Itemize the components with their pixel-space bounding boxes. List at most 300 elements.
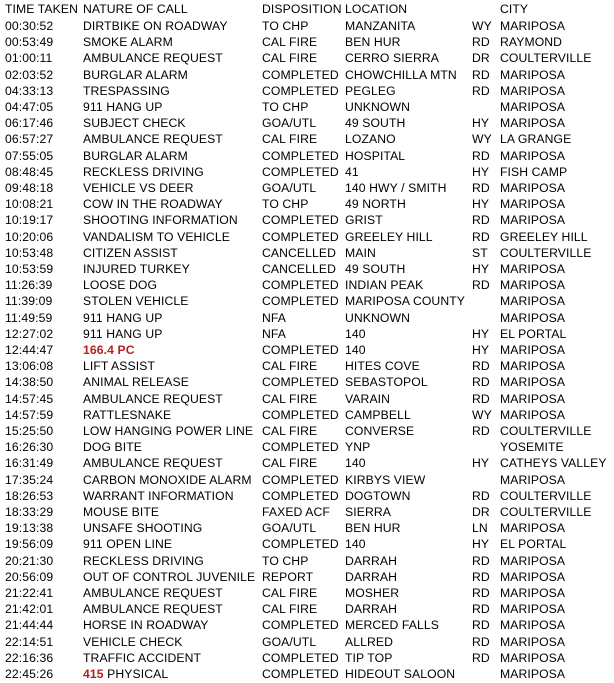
table-row xyxy=(0,67,614,83)
cell-street-suffix: HY xyxy=(472,456,490,471)
cell-nature xyxy=(83,261,190,277)
cell-disposition: COMPLETED xyxy=(262,488,339,503)
table-row xyxy=(0,358,614,374)
cell-city: MARIPOSA xyxy=(500,67,566,82)
cell-disposition: GOA/UTL xyxy=(262,116,317,131)
cell-disposition: CAL FIRE xyxy=(262,424,318,438)
cell-city: MARIPOSA xyxy=(500,83,566,98)
cell-disposition: COMPLETED xyxy=(262,667,339,681)
cell-street-suffix: RD xyxy=(472,35,490,50)
cell-city: MARIPOSA xyxy=(500,667,566,681)
cell-nature xyxy=(83,67,188,83)
cell-location: MARIPOSA COUNTY xyxy=(345,294,466,309)
nature-text: 911 HANG UP xyxy=(83,310,163,325)
cell-disposition: COMPLETED xyxy=(262,472,339,487)
cell-time: 19:56:09 xyxy=(5,537,54,552)
nature-text: MOUSE BITE xyxy=(83,505,160,519)
cell-location: CERRO SIERRA xyxy=(345,51,439,66)
cell-street-suffix: RD xyxy=(472,229,490,244)
cell-time: 10:19:17 xyxy=(5,213,54,228)
cell-city: MARIPOSA xyxy=(500,375,566,390)
table-row xyxy=(0,472,614,488)
cell-nature xyxy=(83,569,255,585)
cell-disposition: COMPLETED xyxy=(262,164,339,179)
cell-location: KIRBYS VIEW xyxy=(345,472,426,487)
cell-location: GREELEY HILL xyxy=(345,229,433,244)
table-row xyxy=(0,164,614,180)
cell-city: EL PORTAL xyxy=(500,537,567,552)
cell-street-suffix: RD xyxy=(472,634,490,649)
table-row xyxy=(0,180,614,196)
cell-location: HITES COVE xyxy=(345,359,420,374)
cell-street-suffix: RD xyxy=(472,586,490,600)
cell-disposition: COMPLETED xyxy=(262,148,339,163)
table-row xyxy=(0,115,614,131)
cell-disposition: CAL FIRE xyxy=(262,602,318,617)
table-row xyxy=(0,196,614,212)
cell-nature xyxy=(83,326,162,342)
table-row xyxy=(0,342,614,358)
cell-street-suffix: HY xyxy=(472,326,490,341)
cell-street-suffix: RD xyxy=(472,148,490,163)
cell-time: 21:44:44 xyxy=(5,618,54,633)
table-row xyxy=(0,148,614,164)
cell-street-suffix: RD xyxy=(472,424,490,438)
cell-nature xyxy=(83,650,201,666)
table-row xyxy=(0,293,614,309)
cell-nature xyxy=(83,488,234,504)
nature-text: STOLEN VEHICLE xyxy=(83,294,189,309)
cell-disposition: GOA/UTL xyxy=(262,521,317,536)
nature-text: DIRTBIKE ON ROADWAY xyxy=(83,19,228,33)
cell-disposition: COMPLETED xyxy=(262,375,339,390)
table-row xyxy=(0,212,614,228)
cell-city: COULTERVILLE xyxy=(500,505,592,519)
cell-city: MARIPOSA xyxy=(500,586,566,600)
cell-city: MARIPOSA xyxy=(500,569,566,584)
cell-disposition: COMPLETED xyxy=(262,407,339,422)
cell-street-suffix: ST xyxy=(472,245,488,260)
table-row xyxy=(0,601,614,617)
cell-city: MARIPOSA xyxy=(500,278,566,293)
header-row xyxy=(0,1,614,17)
cell-nature xyxy=(83,472,252,488)
cell-time: 10:53:59 xyxy=(5,262,54,276)
cell-time: 01:00:11 xyxy=(5,51,53,66)
cell-city: MARIPOSA xyxy=(500,100,566,114)
cell-street-suffix: DR xyxy=(472,505,490,519)
cell-city: COULTERVILLE xyxy=(500,488,592,503)
nature-text: LOW HANGING POWER LINE xyxy=(83,424,254,438)
table-row xyxy=(0,617,614,633)
nature-text: AMBULANCE REQUEST xyxy=(83,391,223,406)
cell-time: 16:26:30 xyxy=(5,440,54,455)
table-row xyxy=(0,666,614,682)
cell-street-suffix: RD xyxy=(472,213,490,228)
cell-nature xyxy=(83,34,173,50)
header-disposition: DISPOSITION xyxy=(262,2,342,16)
table-row xyxy=(0,520,614,536)
table-row xyxy=(0,326,614,342)
cell-disposition: NFA xyxy=(262,326,287,341)
cell-location: 49 SOUTH xyxy=(345,262,406,276)
cell-street-suffix: RD xyxy=(472,391,490,406)
cell-time: 15:25:50 xyxy=(5,424,54,438)
nature-text: HORSE IN ROADWAY xyxy=(83,618,209,633)
nature-text: CARBON MONOXIDE ALARM xyxy=(83,472,252,487)
cell-street-suffix: LN xyxy=(472,521,488,536)
cell-time: 20:56:09 xyxy=(5,569,54,584)
cell-nature xyxy=(83,229,230,245)
cell-disposition: COMPLETED xyxy=(262,537,339,552)
cell-time: 12:44:47 xyxy=(5,343,54,357)
cell-street-suffix: HY xyxy=(472,116,490,131)
cell-location: GRIST xyxy=(345,213,383,228)
cell-street-suffix: RD xyxy=(472,553,490,568)
cell-disposition: CAL FIRE xyxy=(262,35,318,50)
cell-street-suffix: HY xyxy=(472,164,490,179)
cell-location: SEBASTOPOL xyxy=(345,375,428,390)
cell-street-suffix: RD xyxy=(472,181,490,195)
table-row xyxy=(0,277,614,293)
cell-location: HOSPITAL xyxy=(345,148,406,163)
cell-location: CHOWCHILLA MTN xyxy=(345,67,457,82)
cell-nature xyxy=(83,131,223,147)
cell-nature xyxy=(83,115,186,131)
cell-disposition: COMPLETED xyxy=(262,618,339,633)
cell-time: 20:21:30 xyxy=(5,553,54,568)
cell-time: 08:48:45 xyxy=(5,164,54,179)
cell-time: 17:35:24 xyxy=(5,472,54,487)
cell-city: CATHEYS VALLEY xyxy=(500,456,607,471)
table-row xyxy=(0,407,614,423)
table-row xyxy=(0,391,614,407)
cell-street-suffix: RD xyxy=(472,278,490,293)
cell-nature xyxy=(83,536,172,552)
cell-city: MARIPOSA xyxy=(500,310,566,325)
cell-nature xyxy=(83,245,178,261)
cell-location: PEGLEG xyxy=(345,83,396,98)
table-row xyxy=(0,83,614,99)
table-row xyxy=(0,261,614,277)
cell-disposition: CAL FIRE xyxy=(262,51,318,66)
cell-city: MARIPOSA xyxy=(500,634,566,649)
nature-text: RATTLESNAKE xyxy=(83,407,172,422)
cell-nature xyxy=(83,601,223,617)
cell-disposition: TO CHP xyxy=(262,19,309,33)
cell-location: YNP xyxy=(345,440,371,455)
table-row xyxy=(0,650,614,666)
cell-city: MARIPOSA xyxy=(500,262,566,276)
cell-time: 02:03:52 xyxy=(5,67,54,82)
cell-city: MARIPOSA xyxy=(500,181,566,195)
table-row xyxy=(0,455,614,471)
cell-time: 14:57:59 xyxy=(5,407,54,422)
cell-street-suffix: WY xyxy=(472,132,492,147)
cell-location: MANZANITA xyxy=(345,19,416,33)
cell-disposition: COMPLETED xyxy=(262,294,339,309)
nature-text: AMBULANCE REQUEST xyxy=(83,51,223,66)
nature-text: AMBULANCE REQUEST xyxy=(83,586,223,600)
cell-city: MARIPOSA xyxy=(500,359,566,374)
cell-location: CONVERSE xyxy=(345,424,415,438)
cell-street-suffix: HY xyxy=(472,262,490,276)
cell-time: 10:08:21 xyxy=(5,197,54,212)
cell-city: GREELEY HILL xyxy=(500,229,588,244)
cell-location: SIERRA xyxy=(345,505,391,519)
cell-city: MARIPOSA xyxy=(500,116,566,131)
cell-disposition: NFA xyxy=(262,310,287,325)
cell-city: COULTERVILLE xyxy=(500,424,592,438)
header-city: CITY xyxy=(500,2,529,16)
nature-text: BURGLAR ALARM xyxy=(83,148,188,163)
cell-nature xyxy=(83,391,223,407)
cell-disposition: COMPLETED xyxy=(262,83,339,98)
nature-text: VEHICLE CHECK xyxy=(83,634,183,649)
nature-text: 911 OPEN LINE xyxy=(83,537,173,552)
cell-location: 140 HWY / SMITH xyxy=(345,181,447,195)
cell-location: UNKNOWN xyxy=(345,310,411,325)
cell-nature xyxy=(83,423,253,439)
cell-street-suffix: HY xyxy=(472,343,490,357)
cell-location: 140 xyxy=(345,326,366,341)
cell-street-suffix: HY xyxy=(472,537,490,552)
table-row xyxy=(0,634,614,650)
cell-street-suffix: WY xyxy=(472,407,492,422)
nature-text: BURGLAR ALARM xyxy=(83,67,188,82)
nature-text: DOG BITE xyxy=(83,440,143,455)
cell-nature xyxy=(83,407,171,423)
cell-city: COULTERVILLE xyxy=(500,245,592,260)
nature-text: SUBJECT CHECK xyxy=(83,116,186,131)
cell-nature xyxy=(83,666,168,682)
cell-nature xyxy=(83,585,223,601)
cell-city: MARIPOSA xyxy=(500,19,566,33)
nature-text: UNSAFE SHOOTING xyxy=(83,521,203,536)
cell-city: COULTERVILLE xyxy=(500,51,592,66)
cell-time: 10:20:06 xyxy=(5,229,54,244)
cell-time: 16:31:49 xyxy=(5,456,54,471)
cell-location: 41 xyxy=(345,164,359,179)
nature-text: PHYSICAL xyxy=(103,667,169,681)
cell-city: EL PORTAL xyxy=(500,326,567,341)
table-row xyxy=(0,374,614,390)
cell-disposition: CAL FIRE xyxy=(262,132,318,147)
cell-location: VARAIN xyxy=(345,391,391,406)
table-row xyxy=(0,569,614,585)
cell-city: MARIPOSA xyxy=(500,472,566,487)
cell-location: CAMPBELL xyxy=(345,407,411,422)
table-row xyxy=(0,439,614,455)
cell-city: RAYMOND xyxy=(500,35,563,50)
table-row xyxy=(0,536,614,552)
cell-city: MARIPOSA xyxy=(500,343,566,357)
cell-disposition: TO CHP xyxy=(262,197,309,212)
cell-location: MAIN xyxy=(345,245,376,260)
nature-text: 911 HANG UP xyxy=(83,326,163,341)
cell-location: DOGTOWN xyxy=(345,488,411,503)
cell-disposition: COMPLETED xyxy=(262,440,339,455)
cell-nature xyxy=(83,18,228,34)
cell-disposition: COMPLETED xyxy=(262,650,339,665)
nature-text: SMOKE ALARM xyxy=(83,35,173,50)
cell-nature xyxy=(83,196,223,212)
cell-city: MARIPOSA xyxy=(500,521,566,536)
cell-disposition: FAXED ACF xyxy=(262,505,330,519)
table-row xyxy=(0,229,614,245)
cell-city: MARIPOSA xyxy=(500,148,566,163)
cell-location: DARRAH xyxy=(345,553,398,568)
cell-time: 14:38:50 xyxy=(5,375,54,390)
cell-city: LA GRANGE xyxy=(500,132,572,147)
cell-city: MARIPOSA xyxy=(500,602,566,617)
table-row xyxy=(0,50,614,66)
cell-disposition: REPORT xyxy=(262,569,314,584)
cell-city: YOSEMITE xyxy=(500,440,564,455)
header-nature: NATURE OF CALL xyxy=(83,2,188,16)
cell-time: 21:42:01 xyxy=(5,602,54,617)
cell-disposition: TO CHP xyxy=(262,553,309,568)
cell-street-suffix: RD xyxy=(472,375,490,390)
cell-time: 11:49:59 xyxy=(5,310,53,325)
nature-text: RECKLESS DRIVING xyxy=(83,164,204,179)
cell-nature xyxy=(83,212,238,228)
table-row xyxy=(0,34,614,50)
cell-time: 11:26:39 xyxy=(5,278,53,293)
cell-location: LOZANO xyxy=(345,132,396,147)
cell-location: DARRAH xyxy=(345,602,398,617)
cell-nature xyxy=(83,520,202,536)
cell-nature xyxy=(83,293,188,309)
cell-disposition: CANCELLED xyxy=(262,262,337,276)
cell-nature xyxy=(83,358,155,374)
cell-time: 22:14:51 xyxy=(5,634,54,649)
cell-street-suffix: DR xyxy=(472,51,490,66)
cell-city: MARIPOSA xyxy=(500,553,566,568)
cell-disposition: COMPLETED xyxy=(262,213,339,228)
cell-nature xyxy=(83,455,223,471)
cell-nature xyxy=(83,50,223,66)
nature-text: OUT OF CONTROL JUVENILE xyxy=(83,569,256,584)
nature-text: 911 HANG UP xyxy=(83,100,163,114)
table-row xyxy=(0,99,614,115)
cell-disposition: CANCELLED xyxy=(262,245,337,260)
cell-disposition: CAL FIRE xyxy=(262,456,318,471)
cell-city: MARIPOSA xyxy=(500,407,566,422)
cell-street-suffix: RD xyxy=(472,488,490,503)
cell-location: MOSHER xyxy=(345,586,400,600)
cell-disposition: CAL FIRE xyxy=(262,391,318,406)
nature-text: INJURED TURKEY xyxy=(83,262,190,276)
cell-location: 140 xyxy=(345,456,366,471)
cell-disposition: COMPLETED xyxy=(262,278,339,293)
cell-street-suffix: RD xyxy=(472,359,490,374)
nature-text: VANDALISM TO VEHICLE xyxy=(83,229,230,244)
cell-location: TIP TOP xyxy=(345,650,393,665)
cell-nature xyxy=(83,504,159,520)
cell-street-suffix: RD xyxy=(472,83,490,98)
cell-location: UNKNOWN xyxy=(345,100,411,114)
nature-text: VEHICLE VS DEER xyxy=(83,181,194,195)
cell-city: MARIPOSA xyxy=(500,213,566,228)
cell-city: MARIPOSA xyxy=(500,650,566,665)
cell-time: 04:47:05 xyxy=(5,100,54,114)
cell-nature xyxy=(83,99,162,115)
cell-time: 21:22:41 xyxy=(5,586,54,600)
cell-time: 00:30:52 xyxy=(5,19,54,33)
nature-text: LIFT ASSIST xyxy=(83,359,155,374)
nature-text: LOOSE DOG xyxy=(83,278,158,293)
cell-city: MARIPOSA xyxy=(500,294,566,309)
cell-location: ALLRED xyxy=(345,634,394,649)
cell-city: MARIPOSA xyxy=(500,618,566,633)
nature-text: AMBULANCE REQUEST xyxy=(83,456,223,471)
cell-time: 18:33:29 xyxy=(5,505,54,519)
cell-time: 00:53:49 xyxy=(5,35,54,50)
cell-nature xyxy=(83,439,142,455)
cell-street-suffix: RD xyxy=(472,569,490,584)
cell-location: BEN HUR xyxy=(345,35,401,50)
table-row xyxy=(0,131,614,147)
cell-street-suffix: RD xyxy=(472,650,490,665)
cell-location: 49 NORTH xyxy=(345,197,406,212)
highlight-code: 415 xyxy=(83,667,104,681)
cell-time: 14:57:45 xyxy=(5,391,54,406)
cell-nature xyxy=(83,374,189,390)
cell-nature xyxy=(83,83,170,99)
cell-time: 09:48:18 xyxy=(5,181,54,195)
cell-street-suffix: RD xyxy=(472,618,490,633)
cell-nature xyxy=(83,617,209,633)
cell-time: 10:53:48 xyxy=(5,245,54,260)
cell-location: 140 xyxy=(345,537,366,552)
cell-nature xyxy=(83,310,162,326)
cell-street-suffix: RD xyxy=(472,67,490,82)
nature-text: WARRANT INFORMATION xyxy=(83,488,234,503)
cell-location: INDIAN PEAK xyxy=(345,278,424,293)
cell-time: 04:33:13 xyxy=(5,83,54,98)
nature-text: TRESPASSING xyxy=(83,83,170,98)
cell-time: 06:57:27 xyxy=(5,132,54,147)
cell-city: MARIPOSA xyxy=(500,391,566,406)
highlight-code: 166.4 PC xyxy=(83,343,135,357)
cell-location: BEN HUR xyxy=(345,521,401,536)
nature-text: COW IN THE ROADWAY xyxy=(83,197,223,212)
cell-nature xyxy=(83,342,135,358)
cell-location: 140 xyxy=(345,343,366,357)
cell-time: 13:06:08 xyxy=(5,359,54,374)
cell-time: 22:16:36 xyxy=(5,650,54,665)
nature-text: CITIZEN ASSIST xyxy=(83,245,178,260)
cell-time: 11:39:09 xyxy=(5,294,53,309)
cell-nature xyxy=(83,164,204,180)
cell-city: FISH CAMP xyxy=(500,164,568,179)
cell-time: 12:27:02 xyxy=(5,326,54,341)
table-row xyxy=(0,504,614,520)
table-row xyxy=(0,423,614,439)
cell-disposition: COMPLETED xyxy=(262,343,339,357)
cell-street-suffix: HY xyxy=(472,197,490,212)
cell-disposition: CAL FIRE xyxy=(262,359,318,374)
cell-nature xyxy=(83,553,204,569)
table-row xyxy=(0,310,614,326)
table-row xyxy=(0,18,614,34)
cell-time: 06:17:46 xyxy=(5,116,54,131)
cell-time: 18:26:53 xyxy=(5,488,54,503)
cell-nature xyxy=(83,634,183,650)
cell-disposition: GOA/UTL xyxy=(262,181,317,195)
cell-disposition: GOA/UTL xyxy=(262,634,317,649)
